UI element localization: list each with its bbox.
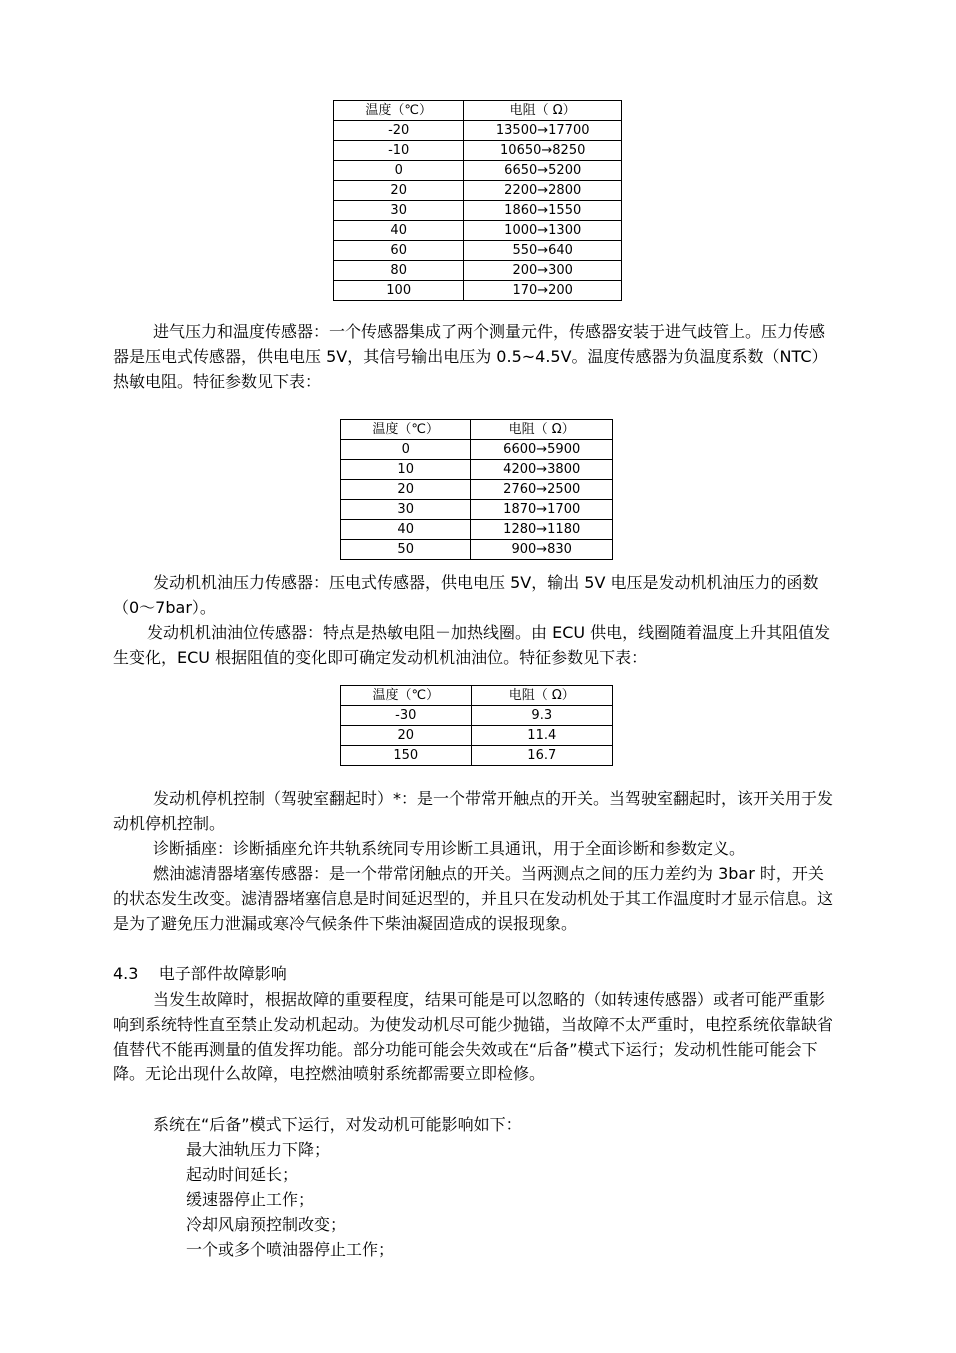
resistance-cell: 2200→2800 [464, 181, 622, 201]
resistance-cell: 10650→8250 [464, 141, 622, 161]
resistance-header: 电阻（ Ω） [464, 101, 622, 121]
table-row [334, 221, 622, 241]
section-heading: 4.3 电子部件故障影响 [113, 964, 287, 983]
temperature-cell: 10 [341, 460, 471, 480]
resistance-cell: 1870→1700 [471, 500, 613, 520]
temperature-cell: 40 [334, 221, 464, 241]
temperature-header: 温度（℃） [334, 101, 464, 121]
diagnostic-socket-paragraph: 诊断插座：诊断插座允许共轨系统同专用诊断工具通讯，用于全面诊断和参数定义。 [153, 839, 746, 858]
resistance-cell: 1000→1300 [464, 221, 622, 241]
backup-mode-paragraph: 系统在“后备”模式下运行，对发动机可能影响如下： [153, 1115, 522, 1134]
table-row [334, 281, 622, 301]
ntc-resistance-table-1 [333, 100, 622, 301]
oil-level-sensor-paragraph: 发动机机油油位传感器：特点是热敏电阻－加热线圈。由 ECU 供电，线圈随着温度上升其阻值发生变化，ECU 根据阻值的变化即可确定发动机机油油位。特征参数见下表： [113, 623, 831, 667]
temperature-cell: -10 [334, 141, 464, 161]
resistance-cell: 1860→1550 [464, 201, 622, 221]
resistance-cell: 900→830 [471, 540, 613, 560]
temperature-header: 温度（℃） [341, 686, 472, 706]
resistance-cell: 13500→17700 [464, 121, 622, 141]
fuel-filter-sensor-paragraph: 燃油滤清器堵塞传感器：是一个带常闭触点的开关。当两测点之间的压力差约为 3bar 时，开关的状态发生改变。滤清器堵塞信息是时间延迟型的，并且只在发动机处于其工作温度时才显示信息。这是为了避免压力泄漏或寒冷气候条件下柴油凝固造成的误报现象。 [113, 864, 834, 933]
temperature-cell: -20 [334, 121, 464, 141]
ntc-resistance-table-2 [340, 419, 613, 560]
table-row [341, 746, 613, 766]
table-header-row [334, 101, 622, 121]
temperature-cell: 40 [341, 520, 471, 540]
intake-sensor-paragraph: 进气压力和温度传感器：一个传感器集成了两个测量元件，传感器安装于进气歧管上。压力传感器是压电式传感器，供电电压 5V，其信号输出电压为 0.5~4.5V。温度传感器为负温度系数（NTC）热敏电阻。特征参数见下表： [113, 322, 828, 391]
resistance-cell: 170→200 [464, 281, 622, 301]
resistance-cell: 2760→2500 [471, 480, 613, 500]
temperature-cell: 30 [341, 500, 471, 520]
table-row [334, 181, 622, 201]
table-row [341, 480, 613, 500]
resistance-cell: 16.7 [471, 746, 612, 766]
oil-pressure-sensor-paragraph: 发动机机油压力传感器：压电式传感器，供电电压 5V，输出 5V 电压是发动机机油压力的函数（0～7bar）。 [113, 573, 819, 617]
resistance-header: 电阻（ Ω） [471, 686, 612, 706]
table-row [341, 726, 613, 746]
list-item: 缓速器停止工作； [186, 1190, 315, 1209]
temperature-cell: 0 [334, 161, 464, 181]
temperature-cell: 100 [334, 281, 464, 301]
list-item: 冷却风扇预控制改变； [186, 1215, 347, 1234]
list-item: 最大油轨压力下降； [186, 1140, 331, 1159]
temperature-cell: 150 [341, 746, 472, 766]
table-row [341, 500, 613, 520]
resistance-cell: 6600→5900 [471, 440, 613, 460]
table-row [334, 141, 622, 161]
resistance-header: 电阻（ Ω） [471, 420, 613, 440]
resistance-cell: 4200→3800 [471, 460, 613, 480]
table-row [334, 241, 622, 261]
resistance-cell: 1280→1180 [471, 520, 613, 540]
resistance-cell: 11.4 [471, 726, 612, 746]
table-row [341, 706, 613, 726]
temperature-cell: 80 [334, 261, 464, 281]
table-header-row [341, 420, 613, 440]
table-row [334, 161, 622, 181]
table-row [334, 201, 622, 221]
temperature-cell: 50 [341, 540, 471, 560]
resistance-cell: 200→300 [464, 261, 622, 281]
temperature-cell: 20 [334, 181, 464, 201]
engine-stop-paragraph: 发动机停机控制（驾驶室翻起时）*：是一个带常开触点的开关。当驾驶室翻起时，该开关用于发动机停机控制。 [113, 789, 834, 833]
temperature-cell: 20 [341, 726, 472, 746]
list-item: 一个或多个喷油器停止工作； [186, 1240, 395, 1259]
table-row [341, 440, 613, 460]
temperature-cell: 60 [334, 241, 464, 261]
list-item: 起动时间延长； [186, 1165, 299, 1184]
table-row [341, 460, 613, 480]
fault-effects-paragraph: 当发生故障时，根据故障的重要程度，结果可能是可以忽略的（如转速传感器）或者可能严重影响到系统特性直至禁止发动机起动。为使发动机尽可能少抛锚，当故障不太严重时，电控系统依靠缺省值替代不能再测量的值发挥功能。部分功能可能会失效或在“后备”模式下运行；发动机性能可能会下降。无论出现什么故障，电控燃油喷射系统都需要立即检修。 [113, 990, 834, 1084]
resistance-cell: 9.3 [471, 706, 612, 726]
table-row [341, 540, 613, 560]
temperature-cell: 0 [341, 440, 471, 460]
oil-level-resistance-table [340, 685, 613, 766]
temperature-cell: -30 [341, 706, 472, 726]
resistance-cell: 6650→5200 [464, 161, 622, 181]
table-row [341, 520, 613, 540]
table-row [334, 261, 622, 281]
temperature-cell: 30 [334, 201, 464, 221]
temperature-cell: 20 [341, 480, 471, 500]
table-header-row [341, 686, 613, 706]
table-row [334, 121, 622, 141]
temperature-header: 温度（℃） [341, 420, 471, 440]
resistance-cell: 550→640 [464, 241, 622, 261]
